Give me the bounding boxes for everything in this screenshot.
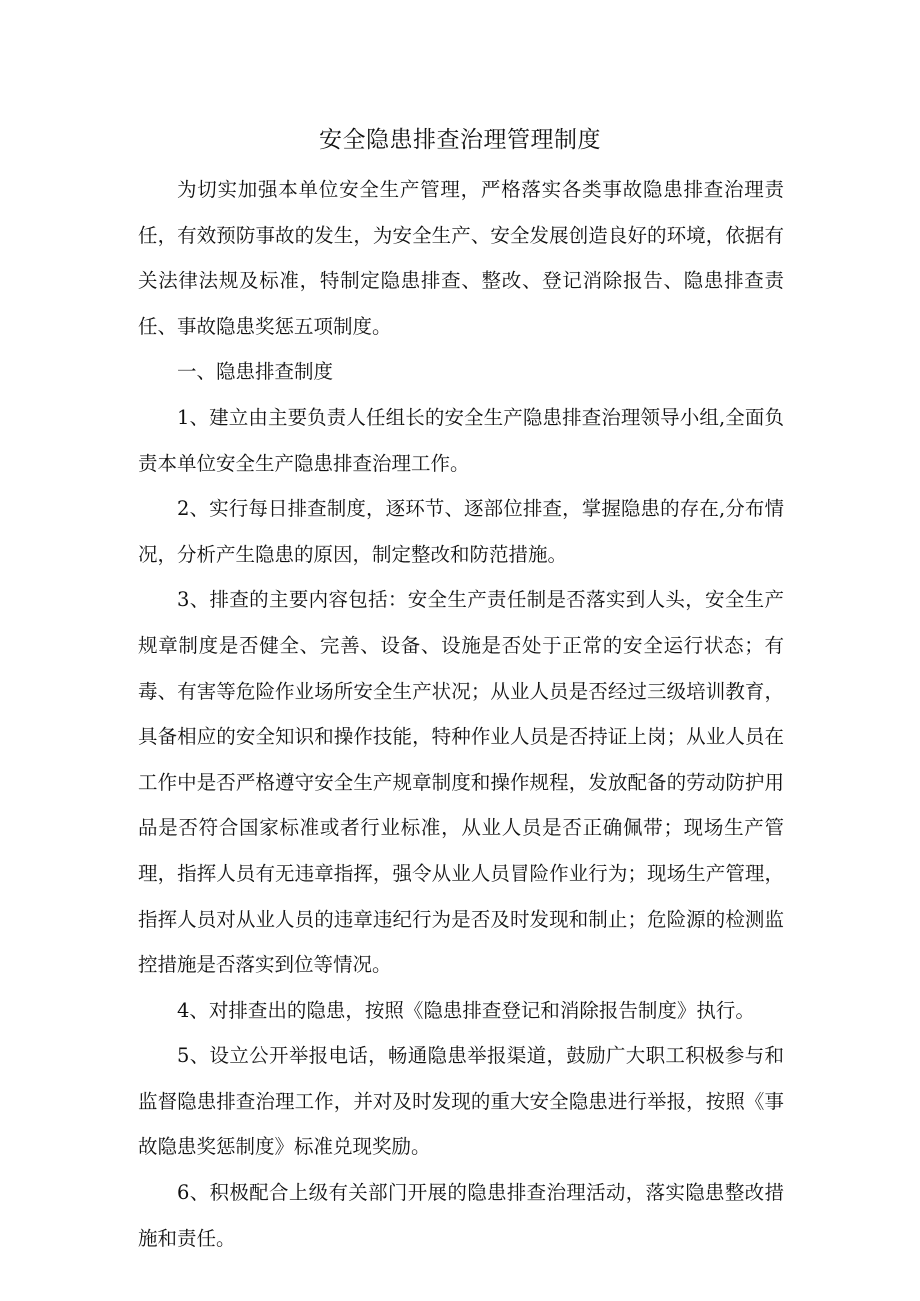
paragraph-item-1: 1、建立由主要负责人任组长的安全生产隐患排查治理领导小组,全面负责本单位安全生产隐患排查治理工作。: [138, 405, 784, 475]
document-title: 安全隐患排查治理管理制度: [319, 127, 601, 153]
paragraph-item-4: 4、对排查出的隐患，按照《隐患排查登记和消除报告制度》执行。: [177, 998, 755, 1022]
paragraph-intro: 为切实加强本单位安全生产管理，严格落实各类事故隐患排查治理责任，有效预防事故的发生，为安全生产、安全发展创造良好的环境，依据有关法律法规及标准，特制定隐患排查、整改、登记消除报告、隐患排查责任、事故隐患奖惩五项制度。: [138, 178, 784, 338]
paragraph-item-5: 5、设立公开举报电话，畅通隐患举报渠道，鼓励广大职工积极参与和监督隐患排查治理工作，并对及时发现的重大安全隐患进行举报，按照《事故隐患奖惩制度》标准兑现奖励。: [138, 1044, 784, 1159]
paragraph-item-3: 3、排查的主要内容包括：安全生产责任制是否落实到人头，安全生产规章制度是否健全、完善、设备、设施是否处于正常的安全运行状态；有毒、有害等危险作业场所安全生产状况；从业人员是否经过三级培训教育，具备相应的安全知识和操作技能，特种作业人员是否持证上岗；从业人员在工作中是否严格遵守安全生产规章制度和操作规程，发放配备的劳动防护用品是否符合国家标准或者行业标准，从业人员是否正确佩带；现场生产管理，指挥人员有无违章指挥，强令从业人员冒险作业行为；现场生产管理，指挥人员对从业人员的违章违纪行为是否及时发现和制止；危险源的检测监控措施是否落实到位等情况。: [138, 588, 784, 977]
paragraph-item-2: 2、实行每日排查制度，逐环节、逐部位排查，掌握隐患的存在,分布情况，分析产生隐患的原因，制定整改和防范措施。: [138, 497, 784, 566]
section-heading-hazard-inspection: 一、隐患排查制度: [177, 360, 334, 384]
paragraph-item-6: 6、积极配合上级有关部门开展的隐患排查治理活动，落实隐患整改措施和责任。: [138, 1181, 784, 1250]
document-body: [138, 167, 784, 1261]
